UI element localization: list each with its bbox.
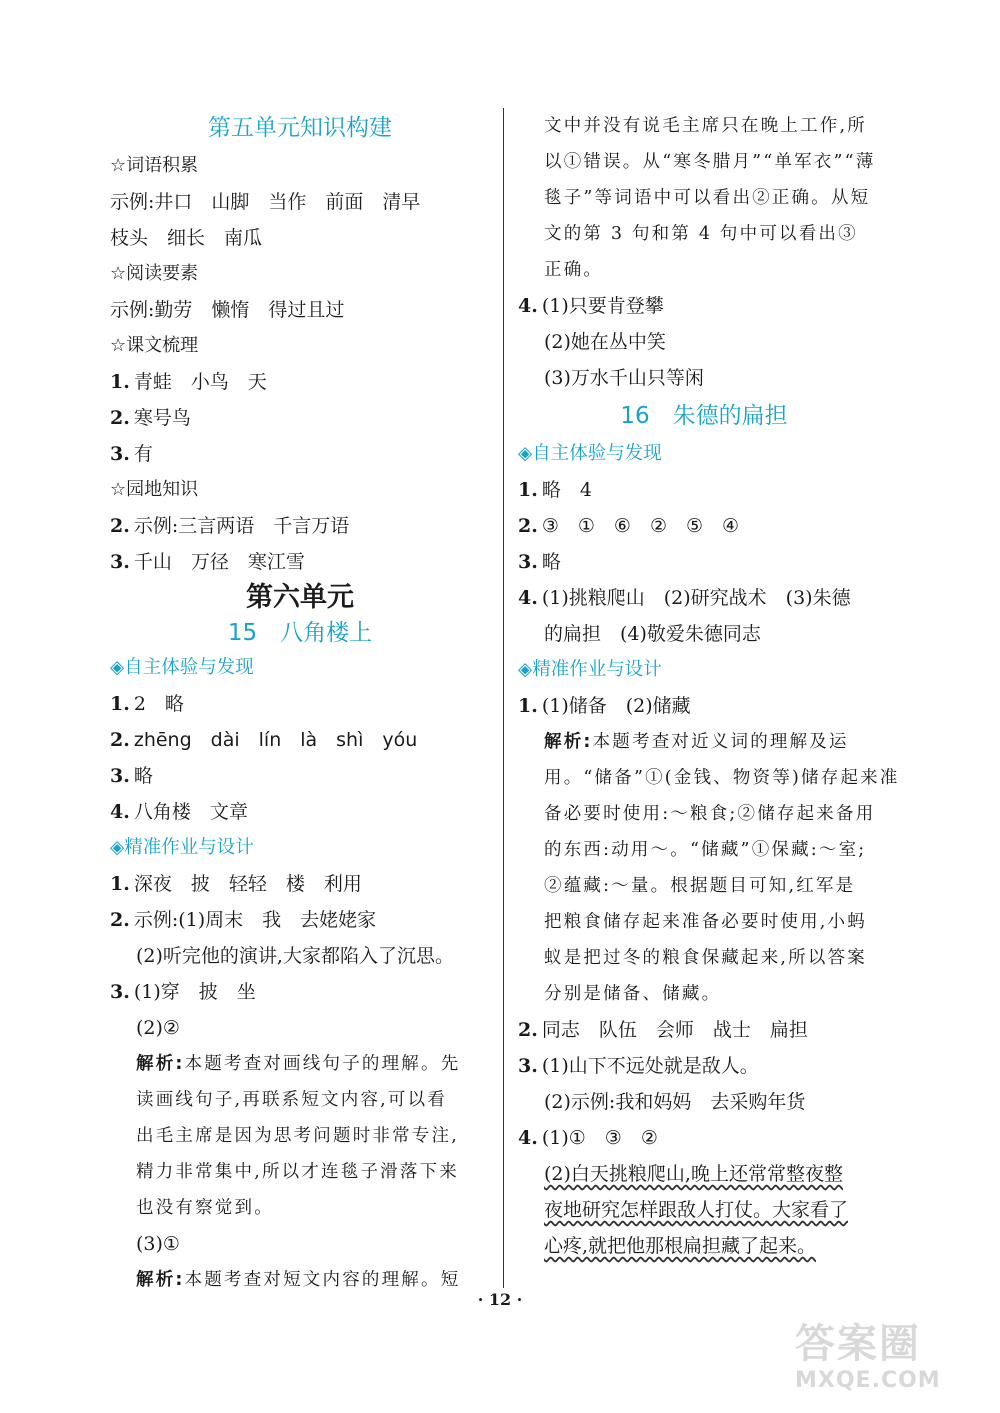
item-number: 3.: [110, 443, 130, 465]
item-number: 4.: [518, 1127, 538, 1149]
right-column: [518, 108, 900, 1264]
answer-item: [518, 688, 890, 724]
underlined-text: 夜地研究怎样跟敌人打仗。大家看了: [544, 1199, 849, 1221]
column-divider: [503, 108, 504, 1288]
answer-text: (1)只要肯登攀: [541, 295, 664, 317]
item-number: 1.: [110, 693, 130, 715]
answer-item: [110, 508, 490, 544]
item-number: 1.: [518, 479, 538, 501]
answer-item: [110, 364, 490, 400]
section-vocabulary: ☆词语积累: [110, 155, 199, 176]
underlined-text: (2)白天挑粮爬山,晚上还常常整夜整: [544, 1163, 843, 1185]
item-number: 3.: [110, 551, 130, 573]
answer-item: [110, 436, 490, 472]
unit5-summary-title: 第五单元知识构建: [208, 115, 392, 141]
section-text-review: ☆课文梳理: [110, 335, 199, 356]
text-line: (2)示例:我和妈妈 去采购年货: [544, 1091, 806, 1113]
page-number: · 12 ·: [477, 1290, 523, 1309]
lesson-15-title: 15 八角楼上: [227, 620, 373, 646]
answer-text: 寒号鸟: [133, 407, 191, 429]
answer-item: [110, 794, 490, 830]
item-number: 3.: [518, 1055, 538, 1077]
answer-item: [110, 722, 490, 758]
answer-item: [518, 288, 890, 324]
answer-item: [518, 1120, 890, 1156]
explanation-line: 精力非常集中,所以才连毯子滑落下来: [136, 1162, 459, 1182]
answer-text: 示例:(1)周末 我 去姥姥家: [133, 909, 377, 931]
item-number: 3.: [110, 981, 130, 1003]
explanation-line: [518, 724, 890, 760]
answer-text: (1)山下不远处就是敌人。: [541, 1055, 759, 1077]
explanation-line: 读画线句子,再联系短文内容,可以看: [136, 1090, 448, 1110]
item-number: 2.: [110, 407, 130, 429]
item-number: 2.: [518, 1019, 538, 1041]
left-column: [110, 108, 490, 1298]
answer-text: (1)储备 (2)储藏: [541, 695, 691, 717]
item-number: 1.: [110, 371, 130, 393]
explanation-label: 解析:: [136, 1270, 185, 1290]
answer-text: (1)挑粮爬山 (2)研究战术 (3)朱德: [541, 587, 851, 609]
explanation-line: 毯子”等词语中可以看出②正确。从短: [544, 188, 871, 208]
section-precise-homework: ◈精准作业与设计: [518, 659, 662, 680]
section-self-discovery: ◈自主体验与发现: [518, 443, 662, 464]
explanation-line: 出毛主席是因为思考问题时非常专注,: [136, 1126, 459, 1146]
explanation-line: 备必要时使用:～粮食;②储存起来备用: [544, 804, 876, 824]
answer-item: [518, 1048, 890, 1084]
lesson-16-title: 16 朱德的扁担: [620, 403, 788, 429]
answer-text: 2 略: [133, 693, 184, 715]
answer-text: 略: [133, 765, 153, 787]
answer-item: [110, 686, 490, 722]
item-number: 2.: [110, 729, 130, 751]
wavy-underlined-line: [518, 1156, 890, 1192]
answer-item: [518, 472, 890, 508]
explanation-line: 分别是储备、储藏。: [544, 984, 722, 1004]
explanation-line: 正确。: [544, 260, 604, 280]
answer-text: 同志 队伍 会师 战士 扁担: [541, 1019, 808, 1041]
answer-text: 有: [133, 443, 153, 465]
answer-text: 八角楼 文章: [133, 801, 248, 823]
wavy-underlined-line: [518, 1192, 890, 1228]
unit6-title: 第六单元: [246, 582, 354, 613]
watermark-url: MXQE.COM: [795, 1368, 941, 1393]
text-line: (3)万水千山只等闲: [544, 367, 704, 389]
answer-text: 示例:三言两语 千言万语: [133, 515, 350, 537]
answer-item: [518, 1012, 890, 1048]
pinyin-answer: zhēng dài lín là shì yóu: [133, 729, 418, 751]
explanation-line: ②蕴藏:～量。根据题目可知,红军是: [544, 876, 856, 896]
answer-item: [110, 758, 490, 794]
item-number: 4.: [110, 801, 130, 823]
answer-item: [518, 508, 890, 544]
answer-item: [110, 544, 490, 580]
section-precise-homework: ◈精准作业与设计: [110, 837, 254, 858]
explanation-line: 的东西:动用～。“储藏”①保藏:～室;: [544, 840, 867, 860]
explanation-line: 文的第 3 句和第 4 句中可以看出③: [544, 224, 858, 244]
explanation-line: 把粮食储存起来准备必要时使用,小蚂: [544, 912, 867, 932]
text-line: 枝头 细长 南瓜: [110, 227, 263, 249]
item-number: 3.: [518, 551, 538, 573]
text-line: (2)②: [136, 1017, 180, 1039]
item-number: 4.: [518, 295, 538, 317]
explanation-line: 蚁是把过冬的粮食保藏起来,所以答案: [544, 948, 867, 968]
answer-item: [518, 544, 890, 580]
section-self-discovery: ◈自主体验与发现: [110, 657, 254, 678]
text-line: (2)听完他的演讲,大家都陷入了沉思。: [136, 945, 454, 967]
answer-item: [110, 866, 490, 902]
answer-text: (1)① ③ ②: [541, 1127, 658, 1149]
explanation-label: 解析:: [136, 1054, 185, 1074]
text-line: (3)①: [136, 1233, 180, 1255]
answer-item: [110, 902, 490, 938]
section-reading: ☆阅读要素: [110, 263, 199, 284]
item-number: 2.: [518, 515, 538, 537]
answer-text: (1)穿 披 坐: [133, 981, 256, 1003]
answer-text: ③ ① ⑥ ② ⑤ ④: [541, 515, 740, 537]
explanation-line: 用。“储备”①(金钱、物资等)储存起来准: [544, 768, 900, 788]
explanation-label: 解析:: [544, 732, 593, 752]
answer-item: [110, 974, 490, 1010]
text-line: (2)她在丛中笑: [544, 331, 666, 353]
item-number: 2.: [110, 515, 130, 537]
answer-text: 千山 万径 寒江雪: [133, 551, 305, 573]
answer-text: 略: [541, 551, 561, 573]
text-line: 示例:勤劳 懒惰 得过且过: [110, 299, 345, 321]
watermark-logo: [795, 1320, 985, 1400]
explanation-line: 也没有察觉到。: [136, 1198, 274, 1218]
item-number: 1.: [518, 695, 538, 717]
explanation-line: 以①错误。从“寒冬腊月”“单军衣”“薄: [544, 152, 876, 172]
explanation-line: 文中并没有说毛主席只在晚上工作,所: [544, 116, 867, 136]
text-line: 示例:井口 山脚 当作 前面 清早: [110, 191, 421, 213]
underlined-text: 心疼,就把他那根扁担藏了起来。: [544, 1235, 817, 1257]
explanation-text: 本题考查对近义词的理解及运: [592, 732, 849, 752]
explanation-line: [110, 1046, 490, 1082]
text-line: 的扁担 (4)敬爱朱德同志: [544, 623, 761, 645]
explanation-text: 本题考查对画线句子的理解。先: [184, 1054, 461, 1074]
section-garden: ☆园地知识: [110, 479, 199, 500]
item-number: 2.: [110, 909, 130, 931]
item-number: 4.: [518, 587, 538, 609]
answer-text: 略 4: [541, 479, 592, 501]
answer-item: [518, 580, 890, 616]
wavy-underlined-line: [518, 1228, 890, 1264]
item-number: 1.: [110, 873, 130, 895]
explanation-text: 本题考查对短文内容的理解。短: [184, 1270, 461, 1290]
item-number: 3.: [110, 765, 130, 787]
watermark-text: 答案圈: [795, 1321, 921, 1367]
answer-text: 深夜 披 轻轻 楼 利用: [133, 873, 362, 895]
answer-text: 青蛙 小鸟 天: [133, 371, 267, 393]
answer-item: [110, 400, 490, 436]
